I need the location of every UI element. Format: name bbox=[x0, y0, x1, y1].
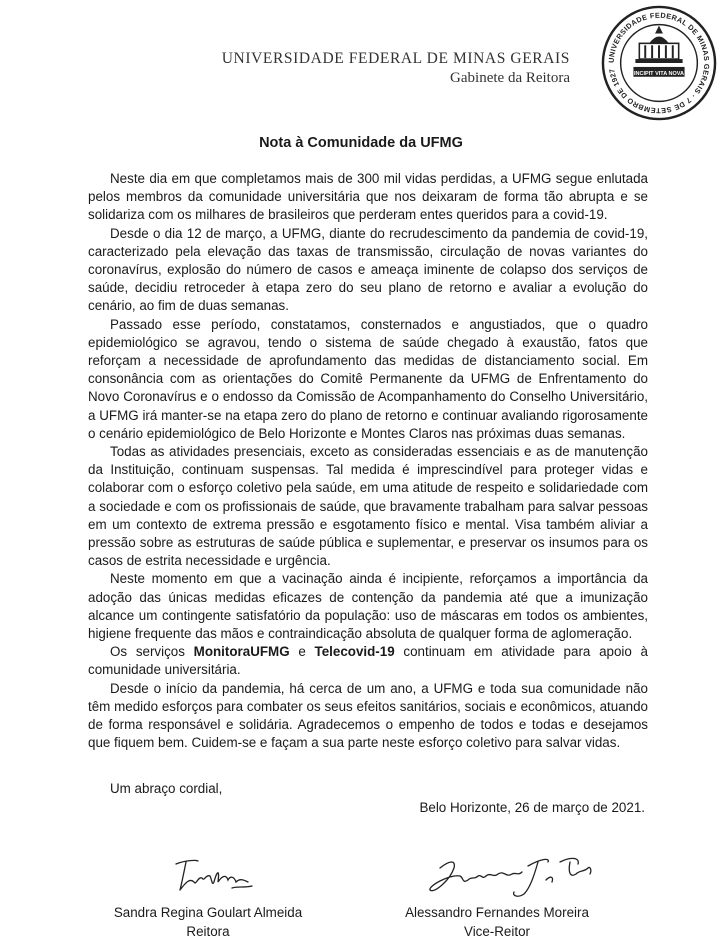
department-name: Gabinete da Reitora bbox=[450, 70, 570, 86]
services-middle: e bbox=[289, 644, 315, 660]
signatory-role-reitora: Reitora bbox=[186, 924, 230, 939]
place-date: Belo Horizonte, 26 de março de 2021. bbox=[419, 800, 645, 815]
signatory-role-vice-reitor: Vice-Reitor bbox=[464, 924, 530, 939]
paragraph: Todas as atividades presenciais, exceto as consideradas essenciais e as de manutenção da Instituição, continuam suspensas. Tal medida é imprescindível para proteger vidas e colaborar com o esforço coletivo pela saúde, em uma atitude de respeito e solidariedade com a sociedade e com os profissionais de saúde, que bravamente trabalham para salvar pessoas em um contexto de extrema pressão e esgotamento físico e mental. Visa também aliviar a pressão sobre as estruturas de saúde pública e suplementar, e preservar os insumos para os casos de estrita necessidade e urgência. bbox=[88, 444, 648, 569]
services-paragraph bbox=[88, 643, 648, 679]
university-seal-logo bbox=[600, 4, 718, 122]
services-suffix: continuam em atividade para apoio à comunidade universitária. bbox=[88, 644, 649, 678]
seal-ring-text: UNIVERSIDADE FEDERAL DE MINAS GERAIS · 7 DE SETEMBRO DE 1927 bbox=[606, 10, 712, 116]
paragraph: Passado esse período, constatamos, consternados e angustiados, que o quadro epidemiológico se agravou, tendo o sistema de saúde chegado à exaustão, fatos que reforçam a necessidade de aprofundamento das medidas de distanciamento social. Em consonância com as orientações do Comitê Permanente da UFMG de Enfrentamento do Novo Coronavírus e o endosso da Comissão de Acompanhamento do Conselho Universitário, a UFMG irá manter-se na etapa zero do plano de retorno e continuar avaliando rigorosamente o cenário epidemiológico de Belo Horizonte e Montes Claros nas próximas duas semanas. bbox=[88, 316, 648, 441]
service-monitoraufmg: MonitoraUFMG bbox=[193, 644, 290, 660]
signature-reitora bbox=[168, 852, 268, 896]
paragraph: Neste momento em que a vacinação ainda é incipiente, reforçamos a importância da adoção das únicas medidas eficazes de contenção da pandemia até que a imunização alcance um contingente satisfatório da população: uso de máscaras em todos os ambientes, higiene frequente das mãos e contraindicação absoluta de qualquer forma de aglomeração. bbox=[88, 571, 648, 642]
closing-salutation: Um abraço cordial, bbox=[110, 781, 223, 796]
signatory-name-vice-reitor: Alessandro Fernandes Moreira bbox=[405, 905, 589, 920]
seal-motto: INCIPIT VITA NOVA bbox=[633, 70, 685, 77]
signature-vice-reitor bbox=[420, 846, 600, 906]
university-name: UNIVERSIDADE FEDERAL DE MINAS GERAIS bbox=[221, 50, 570, 67]
paragraph: Neste dia em que completamos mais de 300 mil vidas perdidas, a UFMG segue enlutada pelos membros da comunidade universitária que nos deixaram de forma tão abrupta e se solidariza com os milhares de brasileiros que perderam entes queridos para a covid-19. bbox=[88, 171, 648, 223]
page-title: Nota à Comunidade da UFMG bbox=[259, 135, 463, 151]
letter-body bbox=[88, 170, 648, 753]
services-prefix: Os serviços bbox=[110, 644, 194, 660]
paragraph: Desde o dia 12 de março, a UFMG, diante do recrudescimento da pandemia de covid-19, caracterizado pela elevação das taxas de transmissão, circulação de novas variantes do coronavírus, explosão do número de casos e ameaça iminente de colapso dos serviços de saúde, decidiu retroceder à etapa zero do seu plano de retorno e avaliar a evolução do cenário, ao fim de duas semanas. bbox=[88, 225, 648, 314]
service-telecovid: Telecovid-19 bbox=[314, 644, 395, 660]
signatory-name-reitora: Sandra Regina Goulart Almeida bbox=[113, 905, 303, 920]
paragraph: Desde o início da pandemia, há cerca de um ano, a UFMG e toda sua comunidade não têm medido esforços para combater os seus efeitos sanitários, sociais e econômicos, atuando de forma responsável e solidária. Agradecemos o empenho de todos e todas e desejamos que fiquem bem. Cuidem-se e façam a sua parte neste esforço coletivo para salvar vidas. bbox=[88, 680, 648, 751]
